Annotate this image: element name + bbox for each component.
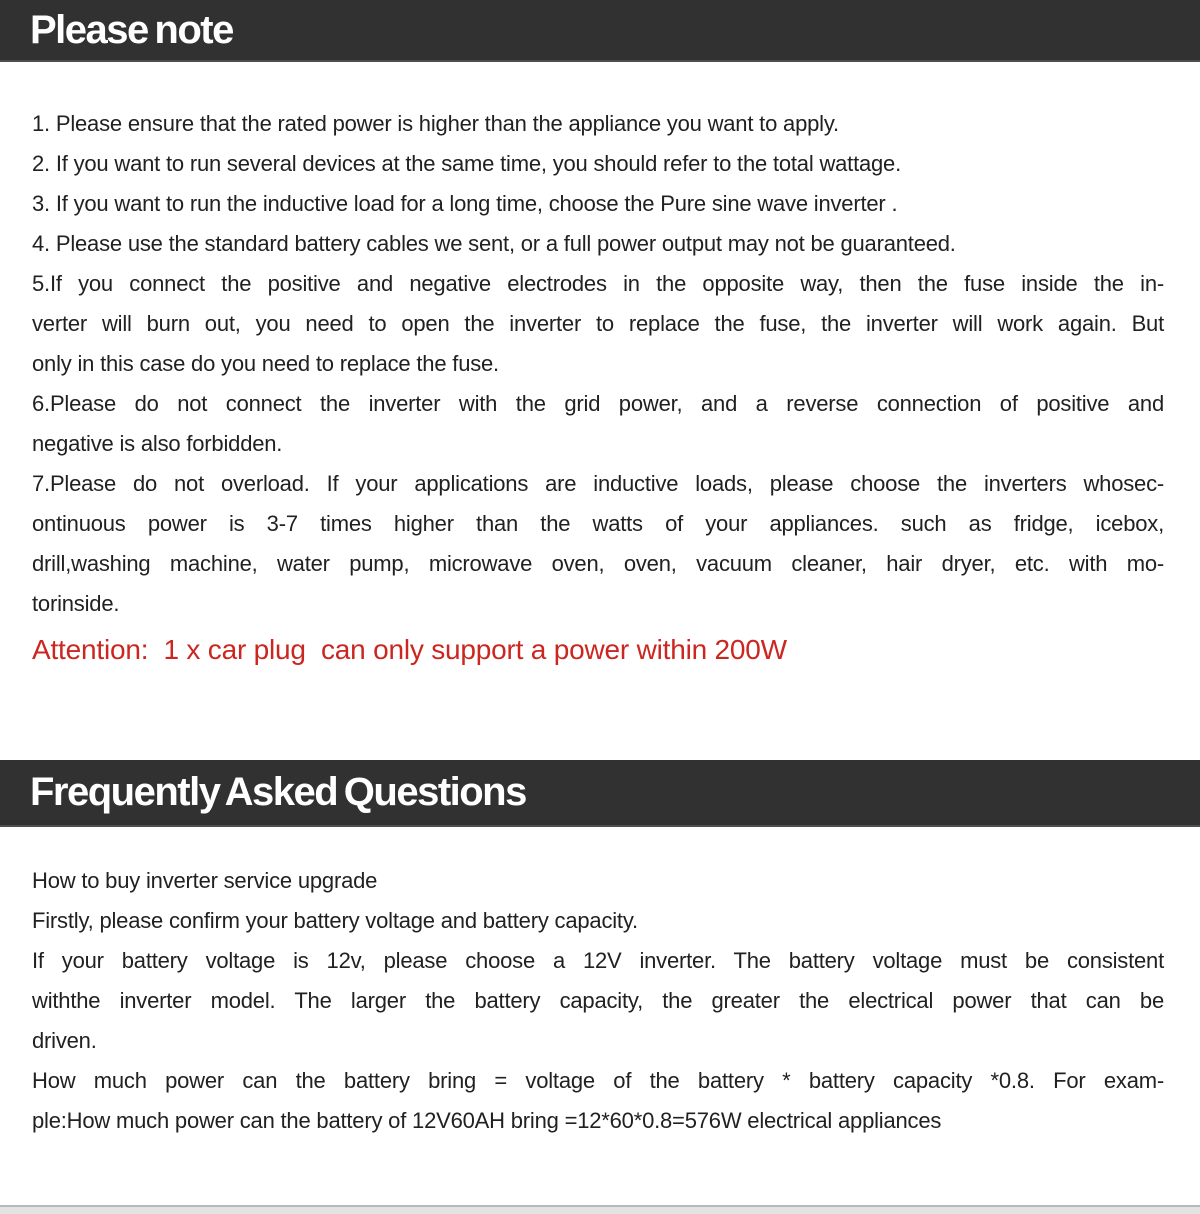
please-note-body bbox=[0, 62, 1200, 672]
faq-line-4: withthe inverter model. The larger the battery capacity, the greater the electrical power that can be bbox=[32, 988, 1164, 1013]
note-line-8: 6.Please do not connect the inverter with the grid power, and a reverse connection of positive and bbox=[32, 391, 1164, 416]
note-line-10: 7.Please do not overload. If your applications are inductive loads, please choose the inverters whosec- bbox=[32, 471, 1164, 496]
attention-warning-text: Attention: 1 x car plug can only support a power within 200W bbox=[32, 634, 787, 665]
faq-line-5: driven. bbox=[32, 1028, 97, 1053]
note-line-5: 5.If you connect the positive and negative electrodes in the opposite way, then the fuse inside the in- bbox=[32, 271, 1164, 296]
faq-body bbox=[0, 827, 1200, 1141]
note-line-2: 2. If you want to run several devices at the same time, you should refer to the total wattage. bbox=[32, 151, 902, 176]
please-note-header-bar bbox=[0, 0, 1200, 62]
note-line-6: verter will burn out, you need to open the inverter to replace the fuse, the inverter will work again. But bbox=[32, 311, 1164, 336]
note-line-4: 4. Please use the standard battery cables we sent, or a full power output may not be guaranteed. bbox=[32, 231, 956, 256]
faq-title: Frequently Asked Questions bbox=[30, 770, 526, 814]
faq-line-7: ple:How much power can the battery of 12V60AH bring =12*60*0.8=576W electrical appliances bbox=[32, 1108, 942, 1133]
note-line-9: negative is also forbidden. bbox=[32, 431, 283, 456]
note-line-12: drill,washing machine, water pump, microwave oven, oven, vacuum cleaner, hair dryer, etc. with mo- bbox=[32, 551, 1164, 576]
note-line-7: only in this case do you need to replace the fuse. bbox=[32, 351, 499, 376]
faq-line-1: How to buy inverter service upgrade bbox=[32, 868, 378, 893]
note-line-3: 3. If you want to run the inductive load for a long time, choose the Pure sine wave inverter . bbox=[32, 191, 898, 216]
bottom-divider-strip bbox=[0, 1205, 1200, 1214]
faq-header-bar bbox=[0, 760, 1200, 827]
faq-line-3: If your battery voltage is 12v, please choose a 12V inverter. The battery voltage must be consistent bbox=[32, 948, 1164, 973]
faq-line-6: How much power can the battery bring = voltage of the battery * battery capacity *0.8. For exam- bbox=[32, 1068, 1164, 1093]
faq-line-2: Firstly, please confirm your battery voltage and battery capacity. bbox=[32, 908, 638, 933]
note-line-1: 1. Please ensure that the rated power is higher than the appliance you want to apply. bbox=[32, 111, 839, 136]
please-note-title: Please note bbox=[30, 7, 233, 52]
note-line-13: torinside. bbox=[32, 591, 120, 616]
note-line-11: ontinuous power is 3-7 times higher than the watts of your appliances. such as fridge, icebox, bbox=[32, 511, 1164, 536]
